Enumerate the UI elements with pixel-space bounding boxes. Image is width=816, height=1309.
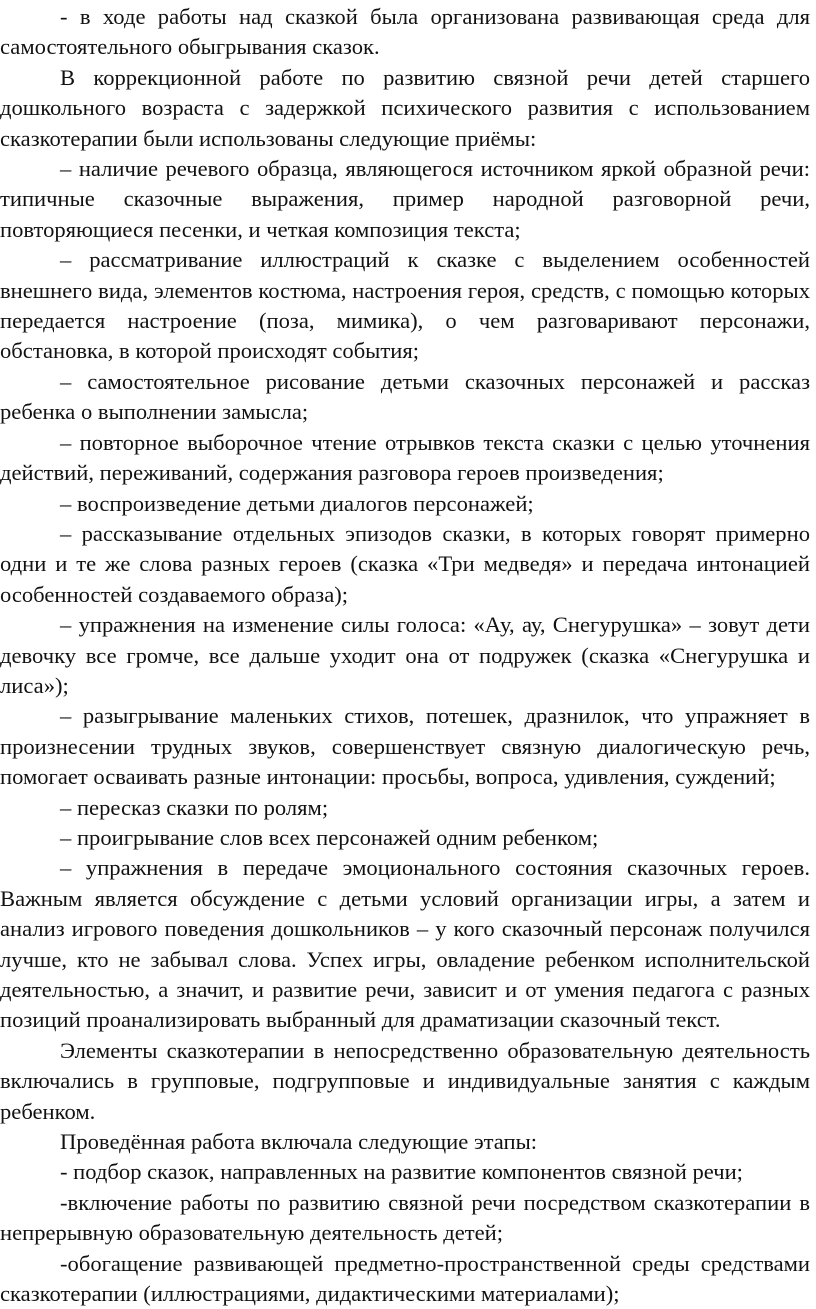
list-item-rhymes: – разыгрывание маленьких стихов, потешек, дразнилок, что упражняет в произнесении трудных звуков, совершенствует связную диалогическую речь, помогает осваивать разные интонации: просьбы, вопроса, удивления, суждений; [0, 703, 810, 790]
stage-item-selection: - подбор сказок, направленных на развитие компонентов связной речи; [60, 1159, 743, 1185]
list-item-drawing: – самостоятельное рисование детьми сказочных персонажей и рассказ ребенка о выполнении замысла; [0, 368, 810, 425]
list-item-one-child: – проигрывание слов всех персонажей одним ребенком; [60, 824, 599, 850]
list-item-dialogues: – воспроизведение детьми диалогов персонажей; [60, 490, 534, 516]
stage-item-inclusion: -включение работы по развитию связной речи посредством сказкотерапии в непрерывную образовательную деятельность детей; [0, 1189, 810, 1246]
list-item-voice-exercises: – упражнения на изменение силы голоса: «Ау, ау, Снегурушка» – зовут дети девочку все громче, все дальше уходит она от подружек (сказка «Снегурушка и лиса»); [0, 612, 810, 698]
paragraph-intro-environment: - в ходе работы над сказкой была организована развивающая среда для самостоятельного обыгрывания сказок. [0, 4, 810, 60]
paragraph-elements: Элементы сказкотерапии в непосредственно образовательную деятельность включались в групповые, подгрупповые и индивидуальные занятия с каждым ребенком. [0, 1037, 810, 1124]
list-item-retelling-roles: – пересказ сказки по ролям; [60, 794, 329, 820]
list-item-emotions: – упражнения в передаче эмоционального состояния сказочных героев. Важным является обсуждение с детьми условий организации игры, а затем и анализ игрового поведения дошкольников – у кого сказочный персонаж получился лучше, кто не забывал слова. Успех игры, овладение ребенком исполнительской деятельностью, а значит, и развитие речи, зависит и от умения педагога с разных позиций проанализировать выбранный для драматизации сказочный текст. [0, 855, 810, 1033]
stage-item-enrichment: -обогащение развивающей предметно-пространственной среды средствами сказкотерапии (иллюстрациями, дидактическими материалами); [0, 1250, 810, 1307]
list-item-episodes: – рассказывание отдельных эпизодов сказки, в которых говорят примерно одни и те же слова разных героев (сказка «Три медведя» и передача интонацией особенностей создаваемого образа); [0, 520, 810, 607]
list-item-illustrations: – рассматривание иллюстраций к сказке с выделением особенностей внешнего вида, элементов костюма, настроения героя, средств, с помощью которых передается настроение (поза, мимика), о чем разговаривают персонажи, обстановка, в которой происходят события; [0, 247, 810, 364]
paragraph-techniques-intro: В коррекционной работе по развитию связной речи детей старшего дошкольного возраста с задержкой психического развития с использованием сказкотерапии были использованы следующие приёмы: [0, 64, 810, 151]
paragraph-stages-intro: Проведённая работа включала следующие этапы: [60, 1129, 538, 1155]
list-item-speech-sample: – наличие речевого образца, являющегося источником яркой образной речи: типичные сказочные выражения, пример народной разговорной речи, повторяющиеся песенки, и четкая композиция текста; [0, 156, 810, 242]
list-item-rereading: – повторное выборочное чтение отрывков текста сказки с целью уточнения действий, переживаний, содержания разговора героев произведения; [0, 429, 810, 486]
